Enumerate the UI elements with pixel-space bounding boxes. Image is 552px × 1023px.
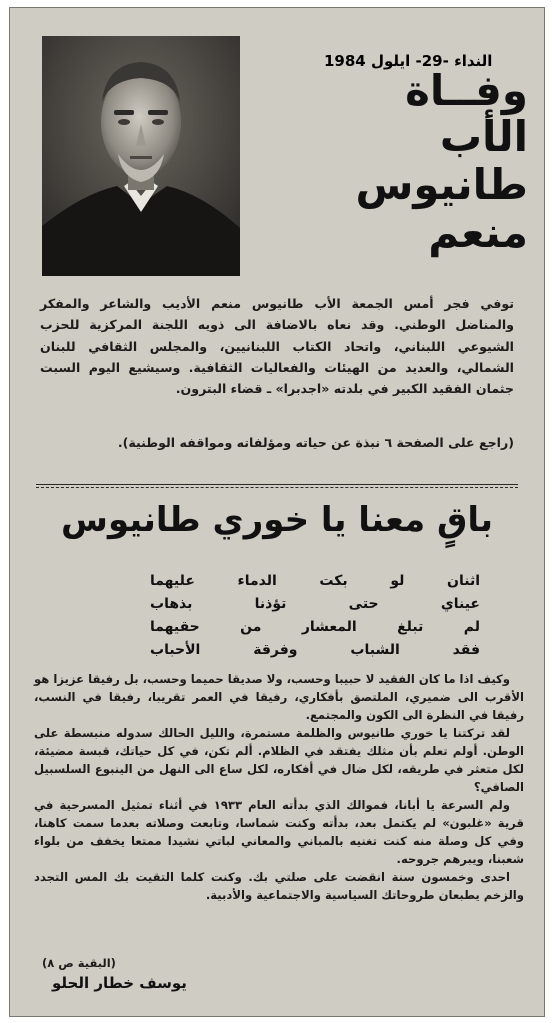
article-title: باقٍ معنا يا خوري طانيوس — [61, 500, 493, 540]
newspaper-clipping — [9, 7, 545, 1017]
poem-verse: اثنان لو بكت الدماء عليهما — [150, 573, 480, 589]
portrait-illustration — [42, 36, 240, 276]
lead-paragraph: توفي فجر أمس الجمعة الأب طانيوس منعم الأديب والشاعر والمفكر والمناضل الوطني. وقد نعاه بالاضافة الى ذويه اللجنة المركزية للحزب الشيوعي اللبناني، واتحاد الكتاب اللبنانيين، والمجلس الثقافي للبنان الشمالي، والعديد من الهيئات والفعاليات الثقافية. وسيشيع اليوم السبت جثمان الفقيد الكبير في بلدته «اجدبرا» ـ قضاء البترون. — [40, 296, 514, 397]
lead-reference: (راجع على الصفحة ٦ نبذة عن حياته ومؤلفاته ومواقفه الوطنية). — [117, 435, 514, 450]
body-paragraph: احدى وخمسون سنة انقضت على صلتي بك. وكنت كلما التقيت بك المس التجدد والزخم يطبعان طروحاتك السياسية والاجتماعية والأدبية. — [34, 870, 524, 902]
headline-line-3: طانيوس — [355, 160, 528, 209]
continued-note: (البقية ص ٨) — [42, 956, 116, 970]
headline-line-1: وفــاة — [405, 66, 528, 115]
author-byline: يوسف خطار الحلو — [52, 974, 187, 992]
poem — [150, 570, 480, 662]
poem-verse: لم تبلغ المعشار من حقيهما — [150, 619, 480, 635]
headline-line-4: منعم — [428, 208, 528, 257]
publication-date: النداء -29- ايلول 1984 — [324, 52, 493, 70]
portrait-photo — [42, 36, 240, 276]
body-paragraph: لقد تركتنا يا خوري طانيوس والظلمة مستمرة، والليل الحالك سدوله منبسطة على الوطن. أولم تعلم بأن مثلك يفتقد في الظلام. ألم تكن، في كل حياتك، قبسة مضيئة، لكل متعثر في طريقه، لكل ضال في أفكاره، لكل ساع الى النهل من الينبوع السلسبيل الصافي؟ — [34, 726, 524, 794]
headline-line-2: الأب — [439, 112, 528, 161]
body-paragraph: وكيف اذا ما كان الفقيد لا حبيبا وحسب، ولا صديقا حميما وحسب، بل رفيقا عزيزا هو الأقرب الى ضميري، الملتصق بأفكاري، رفيقا في العمر تقريبا، رفيقا في النسب، رفيقا في النظرة الى الكون والمجتمع. — [34, 672, 524, 722]
poem-verse: فقد الشباب وفرقة الأحباب — [150, 642, 480, 658]
body-paragraph: ولم السرعة يا أبانا، فموالك الذي بدأته العام ١٩٣٣ في أثناء تمثيل المسرحية في قرية «غلبون» لم يكتمل بعد، بدأته وكنت شماسا، وتابعت وصلاته بعدما سمت كاهنا، وفي كل وصلة منه كنت تغنيه بالمباني والمعاني لباتي نشيدا ممتعا يخفف من بلواء شعبنا، ويبرهم جروحه. — [34, 798, 524, 866]
section-divider-dashed — [36, 487, 518, 488]
article-body — [34, 670, 524, 904]
section-divider — [36, 484, 518, 485]
poem-verse: عيناي حتى تؤذنا بذهاب — [150, 596, 480, 612]
